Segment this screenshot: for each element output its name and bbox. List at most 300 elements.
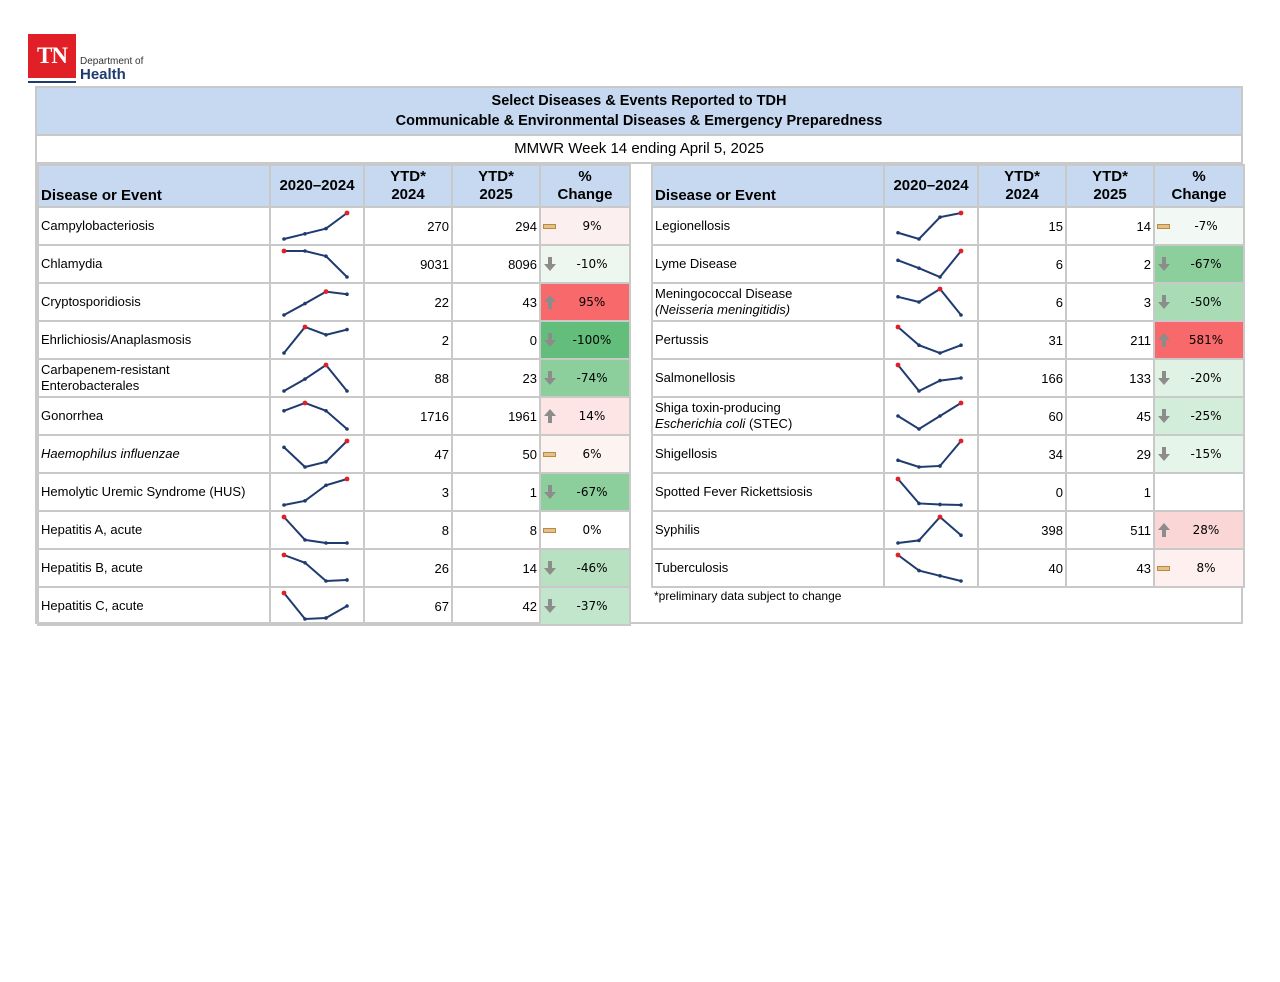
disease-name-subtitle: (Neisseria meningitidis) bbox=[655, 302, 791, 317]
percent-change bbox=[540, 359, 630, 397]
sparkline-point bbox=[959, 533, 963, 537]
logo-tn-mark: TN bbox=[28, 34, 76, 78]
trend-sparkline bbox=[271, 285, 361, 319]
disease-name-text: Lyme Disease bbox=[655, 256, 737, 271]
ytd-2024-value: 26 bbox=[364, 549, 452, 587]
percent-change bbox=[540, 321, 630, 359]
ytd-2024-value: 6 bbox=[978, 245, 1066, 283]
disease-name-text: Shiga toxin-producing bbox=[655, 400, 781, 415]
sparkline-point bbox=[324, 254, 328, 258]
trend-cell bbox=[270, 359, 364, 397]
ytd-2025-value: 8096 bbox=[452, 245, 540, 283]
trend-cell bbox=[884, 207, 978, 245]
sparkline-point bbox=[917, 343, 921, 347]
table-row bbox=[38, 245, 630, 283]
trend-sparkline bbox=[271, 551, 361, 585]
ytd-2025-value: 14 bbox=[1066, 207, 1154, 245]
sparkline-max-point bbox=[282, 591, 287, 596]
sparkline-max-point bbox=[282, 249, 287, 254]
ytd-2024-value: 270 bbox=[364, 207, 452, 245]
trend-cell bbox=[884, 511, 978, 549]
sparkline-max-point bbox=[959, 211, 964, 216]
logo-department-text: Department of bbox=[80, 56, 144, 67]
table-row bbox=[652, 473, 1244, 511]
sparkline-point bbox=[345, 427, 349, 431]
sparkline-line bbox=[898, 327, 961, 353]
trend-sparkline bbox=[271, 399, 361, 433]
sparkline-max-point bbox=[303, 401, 308, 406]
sparkline-max-point bbox=[896, 325, 901, 330]
sparkline-point bbox=[345, 389, 349, 393]
disease-name bbox=[652, 283, 884, 321]
sparkline-point bbox=[282, 445, 286, 449]
trend-cell bbox=[270, 207, 364, 245]
percent-change-value: -67% bbox=[1190, 257, 1222, 271]
sparkline-line bbox=[284, 479, 347, 505]
trend-cell bbox=[884, 397, 978, 435]
disease-name-text: Salmonellosis bbox=[655, 370, 736, 385]
percent-change bbox=[1154, 359, 1244, 397]
disease-name bbox=[652, 435, 884, 473]
sparkline-max-point bbox=[938, 515, 943, 520]
sparkline-max-point bbox=[959, 401, 964, 406]
sparkline-line bbox=[284, 441, 347, 467]
sparkline-line bbox=[284, 517, 347, 543]
sparkline-line bbox=[898, 479, 961, 505]
trend-cell bbox=[884, 245, 978, 283]
ytd-2025-value: 14 bbox=[452, 549, 540, 587]
percent-change bbox=[540, 511, 630, 549]
sparkline-point bbox=[324, 460, 328, 464]
table-row bbox=[652, 283, 1244, 321]
sparkline-line bbox=[284, 593, 347, 619]
trend-cell bbox=[884, 359, 978, 397]
ytd-2024-value: 1716 bbox=[364, 397, 452, 435]
percent-change bbox=[540, 587, 630, 625]
ytd-2025-value: 1 bbox=[452, 473, 540, 511]
sparkline-max-point bbox=[345, 211, 350, 216]
header-percent-change: % Change bbox=[1154, 165, 1244, 207]
table-row bbox=[38, 359, 630, 397]
ytd-2024-value: 0 bbox=[978, 473, 1066, 511]
disease-name-text: Campylobacteriosis bbox=[41, 218, 155, 233]
trend-sparkline bbox=[271, 209, 361, 243]
sparkline-line bbox=[284, 403, 347, 429]
sparkline-line bbox=[284, 292, 347, 315]
trend-cell bbox=[270, 321, 364, 359]
percent-change bbox=[540, 397, 630, 435]
table-row bbox=[652, 435, 1244, 473]
ytd-2024-value: 6 bbox=[978, 283, 1066, 321]
disease-name-text: Gonorrhea bbox=[41, 408, 104, 423]
sparkline-max-point bbox=[896, 363, 901, 368]
sparkline-point bbox=[896, 259, 900, 263]
trend-sparkline bbox=[271, 247, 361, 281]
report-week: MMWR Week 14 ending April 5, 2025 bbox=[37, 136, 1241, 164]
ytd-2025-value: 43 bbox=[452, 283, 540, 321]
sparkline-point bbox=[917, 266, 921, 270]
ytd-2025-value: 3 bbox=[1066, 283, 1154, 321]
sparkline-line bbox=[284, 365, 347, 391]
ytd-2025-value: 1 bbox=[1066, 473, 1154, 511]
percent-change-value: -37% bbox=[576, 599, 608, 613]
sparkline-point bbox=[938, 414, 942, 418]
percent-change-value: 581% bbox=[1188, 333, 1224, 347]
sparkline-point bbox=[303, 232, 307, 236]
sparkline-max-point bbox=[324, 289, 329, 294]
percent-change-value: -46% bbox=[576, 561, 608, 575]
ytd-2024-value: 47 bbox=[364, 435, 452, 473]
disease-name bbox=[38, 321, 270, 359]
disease-name-text: Spotted Fever Rickettsiosis bbox=[655, 484, 813, 499]
percent-change-value: -50% bbox=[1190, 295, 1222, 309]
percent-change-value: 8% bbox=[1196, 561, 1216, 575]
sparkline-point bbox=[938, 464, 942, 468]
sparkline-max-point bbox=[282, 515, 287, 520]
disease-name bbox=[652, 321, 884, 359]
trend-sparkline bbox=[885, 513, 975, 547]
percent-change bbox=[1154, 321, 1244, 359]
sparkline-point bbox=[938, 503, 942, 507]
sparkline-line bbox=[284, 555, 347, 581]
sparkline-max-point bbox=[896, 477, 901, 482]
trend-cell bbox=[884, 473, 978, 511]
disease-name bbox=[652, 473, 884, 511]
ytd-2025-value: 43 bbox=[1066, 549, 1154, 587]
disease-name-text: Legionellosis bbox=[655, 218, 731, 233]
sparkline-max-point bbox=[324, 363, 329, 368]
sparkline-line bbox=[898, 517, 961, 543]
sparkline-line bbox=[898, 251, 961, 277]
trend-sparkline bbox=[885, 399, 975, 433]
disease-name bbox=[38, 435, 270, 473]
sparkline-point bbox=[324, 333, 328, 337]
disease-name-text: Pertussis bbox=[655, 332, 709, 347]
sparkline-point bbox=[345, 275, 349, 279]
sparkline-point bbox=[303, 249, 307, 253]
percent-change-value: 95% bbox=[578, 295, 606, 309]
trend-sparkline bbox=[885, 551, 975, 585]
sparkline-point bbox=[324, 483, 328, 487]
header-ytd-2024: YTD* 2024 bbox=[364, 165, 452, 207]
trend-cell bbox=[270, 397, 364, 435]
trend-sparkline bbox=[885, 361, 975, 395]
logo-health-text: Health bbox=[80, 66, 126, 83]
header-trend: 2020–2024 bbox=[884, 165, 978, 207]
sparkline-point bbox=[917, 539, 921, 543]
ytd-2024-value: 88 bbox=[364, 359, 452, 397]
sparkline-line bbox=[898, 555, 961, 581]
sparkline-point bbox=[303, 465, 307, 469]
header-percent-change: % Change bbox=[540, 165, 630, 207]
sparkline-point bbox=[282, 351, 286, 355]
disease-name-text: Ehrlichiosis/Anaplasmosis bbox=[41, 332, 192, 347]
sparkline-point bbox=[282, 503, 286, 507]
header-ytd-2025: YTD* 2025 bbox=[1066, 165, 1154, 207]
percent-change bbox=[540, 207, 630, 245]
ytd-2024-value: 9031 bbox=[364, 245, 452, 283]
percent-change bbox=[540, 283, 630, 321]
trend-cell bbox=[270, 511, 364, 549]
sparkline-point bbox=[938, 215, 942, 219]
sparkline-point bbox=[324, 409, 328, 413]
percent-change-value: 6% bbox=[582, 447, 602, 461]
sparkline-point bbox=[938, 379, 942, 383]
sparkline-line bbox=[898, 403, 961, 429]
left-table bbox=[37, 164, 631, 626]
disease-name bbox=[38, 587, 270, 625]
trend-sparkline bbox=[885, 323, 975, 357]
percent-change-value: -25% bbox=[1190, 409, 1222, 423]
percent-change-value: -100% bbox=[572, 333, 612, 347]
report-tables bbox=[37, 164, 1241, 622]
sparkline-point bbox=[917, 427, 921, 431]
percent-change bbox=[540, 549, 630, 587]
ytd-2025-value: 45 bbox=[1066, 397, 1154, 435]
sparkline-point bbox=[345, 604, 349, 608]
percent-change-value: 0% bbox=[582, 523, 602, 537]
header-ytd-2024: YTD* 2024 bbox=[978, 165, 1066, 207]
disease-name-text: Syphilis bbox=[655, 522, 700, 537]
percent-change-value: -15% bbox=[1190, 447, 1222, 461]
sparkline-point bbox=[959, 579, 963, 583]
table-row bbox=[38, 511, 630, 549]
ytd-2025-value: 294 bbox=[452, 207, 540, 245]
ytd-2025-value: 8 bbox=[452, 511, 540, 549]
trend-sparkline bbox=[885, 247, 975, 281]
sparkline-point bbox=[917, 300, 921, 304]
disease-name-text: Shigellosis bbox=[655, 446, 718, 461]
ytd-2024-value: 60 bbox=[978, 397, 1066, 435]
sparkline-point bbox=[303, 377, 307, 381]
ytd-2024-value: 34 bbox=[978, 435, 1066, 473]
trend-sparkline bbox=[271, 361, 361, 395]
disease-name-text: Cryptosporidiosis bbox=[41, 294, 141, 309]
disease-name bbox=[652, 511, 884, 549]
disease-name bbox=[38, 283, 270, 321]
ytd-2024-value: 3 bbox=[364, 473, 452, 511]
percent-change bbox=[540, 473, 630, 511]
sparkline-max-point bbox=[896, 553, 901, 558]
percent-change bbox=[1154, 245, 1244, 283]
header-disease: Disease or Event bbox=[652, 165, 884, 207]
sparkline-point bbox=[324, 541, 328, 545]
ytd-2024-value: 31 bbox=[978, 321, 1066, 359]
ytd-2024-value: 398 bbox=[978, 511, 1066, 549]
percent-change-value: -7% bbox=[1194, 219, 1218, 233]
disease-name-text: Hepatitis C, acute bbox=[41, 598, 144, 613]
sparkline-point bbox=[917, 465, 921, 469]
disease-name bbox=[38, 549, 270, 587]
table-row bbox=[38, 435, 630, 473]
sparkline-line bbox=[898, 441, 961, 467]
disease-name-text: Chlamydia bbox=[41, 256, 103, 271]
sparkline-line bbox=[898, 365, 961, 391]
ytd-2024-value: 166 bbox=[978, 359, 1066, 397]
sparkline-max-point bbox=[282, 553, 287, 558]
table-row bbox=[652, 359, 1244, 397]
disease-name bbox=[38, 511, 270, 549]
ytd-2025-value: 29 bbox=[1066, 435, 1154, 473]
table-row bbox=[652, 245, 1244, 283]
sparkline-max-point bbox=[959, 439, 964, 444]
disease-name bbox=[38, 473, 270, 511]
sparkline-max-point bbox=[959, 249, 964, 254]
percent-change-value: -74% bbox=[576, 371, 608, 385]
report-title-line1: Select Diseases & Events Reported to TDH bbox=[491, 93, 787, 109]
trend-cell bbox=[884, 283, 978, 321]
percent-change-value: 28% bbox=[1192, 523, 1220, 537]
ytd-2024-value: 67 bbox=[364, 587, 452, 625]
trend-sparkline bbox=[885, 437, 975, 471]
header-trend: 2020–2024 bbox=[270, 165, 364, 207]
trend-cell bbox=[270, 549, 364, 587]
sparkline-point bbox=[282, 237, 286, 241]
sparkline-line bbox=[284, 213, 347, 239]
percent-change bbox=[1154, 397, 1244, 435]
disease-name bbox=[652, 207, 884, 245]
report-title-line2: Communicable & Environmental Diseases & Emergency Preparedness bbox=[395, 113, 883, 129]
disease-name-text: Hepatitis A, acute bbox=[41, 522, 143, 537]
sparkline-point bbox=[959, 343, 963, 347]
header-disease: Disease or Event bbox=[38, 165, 270, 207]
sparkline-point bbox=[896, 458, 900, 462]
disease-name-text: Carbapenem-resistant Enterobacterales bbox=[41, 362, 170, 393]
sparkline-point bbox=[917, 569, 921, 573]
percent-change bbox=[1154, 511, 1244, 549]
disease-name bbox=[652, 549, 884, 587]
table-row bbox=[38, 321, 630, 359]
sparkline-point bbox=[303, 499, 307, 503]
report-title bbox=[37, 88, 1241, 136]
sparkline-point bbox=[282, 409, 286, 413]
sparkline-point bbox=[959, 503, 963, 507]
right-table bbox=[651, 164, 1245, 625]
sparkline-point bbox=[324, 227, 328, 231]
sparkline-point bbox=[917, 502, 921, 506]
disease-report bbox=[35, 86, 1243, 624]
disease-name bbox=[652, 397, 884, 435]
trend-sparkline bbox=[885, 285, 975, 319]
disease-name-text: Meningococcal Disease bbox=[655, 286, 793, 301]
sparkline-point bbox=[345, 292, 349, 296]
sparkline-point bbox=[324, 579, 328, 583]
sparkline-point bbox=[896, 414, 900, 418]
sparkline-point bbox=[303, 538, 307, 542]
disease-name-subtitle: Escherichia coli bbox=[655, 416, 746, 431]
percent-change-value: 9% bbox=[582, 219, 602, 233]
footnote: *preliminary data subject to change bbox=[654, 589, 842, 603]
table-row bbox=[652, 511, 1244, 549]
sparkline-point bbox=[959, 376, 963, 380]
trend-sparkline bbox=[885, 475, 975, 509]
ytd-2025-value: 1961 bbox=[452, 397, 540, 435]
ytd-2025-value: 211 bbox=[1066, 321, 1154, 359]
sparkline-line bbox=[284, 251, 347, 277]
percent-change bbox=[1154, 435, 1244, 473]
sparkline-point bbox=[345, 541, 349, 545]
ytd-2025-value: 42 bbox=[452, 587, 540, 625]
trend-sparkline bbox=[271, 437, 361, 471]
ytd-2025-value: 23 bbox=[452, 359, 540, 397]
trend-sparkline bbox=[885, 209, 975, 243]
percent-change bbox=[540, 435, 630, 473]
sparkline-point bbox=[959, 313, 963, 317]
sparkline-point bbox=[324, 616, 328, 620]
percent-change bbox=[1154, 549, 1244, 587]
sparkline-max-point bbox=[303, 325, 308, 330]
ytd-2024-value: 15 bbox=[978, 207, 1066, 245]
sparkline-point bbox=[303, 617, 307, 621]
sparkline-point bbox=[917, 389, 921, 393]
table-row bbox=[652, 321, 1244, 359]
percent-change bbox=[1154, 207, 1244, 245]
sparkline-point bbox=[938, 351, 942, 355]
disease-name bbox=[38, 207, 270, 245]
percent-change-value: -10% bbox=[576, 257, 608, 271]
sparkline-point bbox=[282, 313, 286, 317]
disease-name bbox=[38, 359, 270, 397]
sparkline-point bbox=[938, 574, 942, 578]
sparkline-max-point bbox=[938, 287, 943, 292]
ytd-2025-value: 133 bbox=[1066, 359, 1154, 397]
sparkline-line bbox=[284, 327, 347, 353]
trend-cell bbox=[884, 435, 978, 473]
sparkline-point bbox=[345, 578, 349, 582]
table-row bbox=[38, 207, 630, 245]
disease-name-subtitle-suffix: (STEC) bbox=[745, 416, 793, 431]
disease-name bbox=[38, 245, 270, 283]
ytd-2024-value: 22 bbox=[364, 283, 452, 321]
trend-cell bbox=[270, 587, 364, 625]
trend-cell bbox=[270, 245, 364, 283]
trend-sparkline bbox=[271, 513, 361, 547]
sparkline-line bbox=[898, 289, 961, 315]
table-row bbox=[38, 397, 630, 435]
table-row bbox=[652, 207, 1244, 245]
sparkline-point bbox=[303, 302, 307, 306]
table-row bbox=[652, 397, 1244, 435]
trend-cell bbox=[884, 549, 978, 587]
sparkline-line bbox=[898, 213, 961, 239]
percent-change-value: -67% bbox=[576, 485, 608, 499]
left-header-row bbox=[38, 165, 630, 207]
header-ytd-2025: YTD* 2025 bbox=[452, 165, 540, 207]
sparkline-point bbox=[938, 275, 942, 279]
sparkline-point bbox=[896, 295, 900, 299]
sparkline-point bbox=[303, 561, 307, 565]
sparkline-point bbox=[896, 541, 900, 545]
tn-health-logo bbox=[28, 34, 163, 86]
percent-change bbox=[1154, 473, 1244, 511]
disease-name-text: Tuberculosis bbox=[655, 560, 729, 575]
ytd-2024-value: 2 bbox=[364, 321, 452, 359]
sparkline-max-point bbox=[345, 439, 350, 444]
sparkline-point bbox=[282, 389, 286, 393]
disease-name-text: Haemophilus influenzae bbox=[41, 446, 180, 461]
ytd-2025-value: 511 bbox=[1066, 511, 1154, 549]
footnote-row bbox=[652, 587, 1244, 625]
disease-name-text: Hepatitis B, acute bbox=[41, 560, 143, 575]
trend-cell bbox=[270, 283, 364, 321]
logo-underline bbox=[28, 81, 76, 83]
trend-cell bbox=[884, 321, 978, 359]
trend-sparkline bbox=[271, 475, 361, 509]
ytd-2024-value: 40 bbox=[978, 549, 1066, 587]
percent-change bbox=[1154, 283, 1244, 321]
disease-name bbox=[652, 245, 884, 283]
sparkline-point bbox=[896, 231, 900, 235]
